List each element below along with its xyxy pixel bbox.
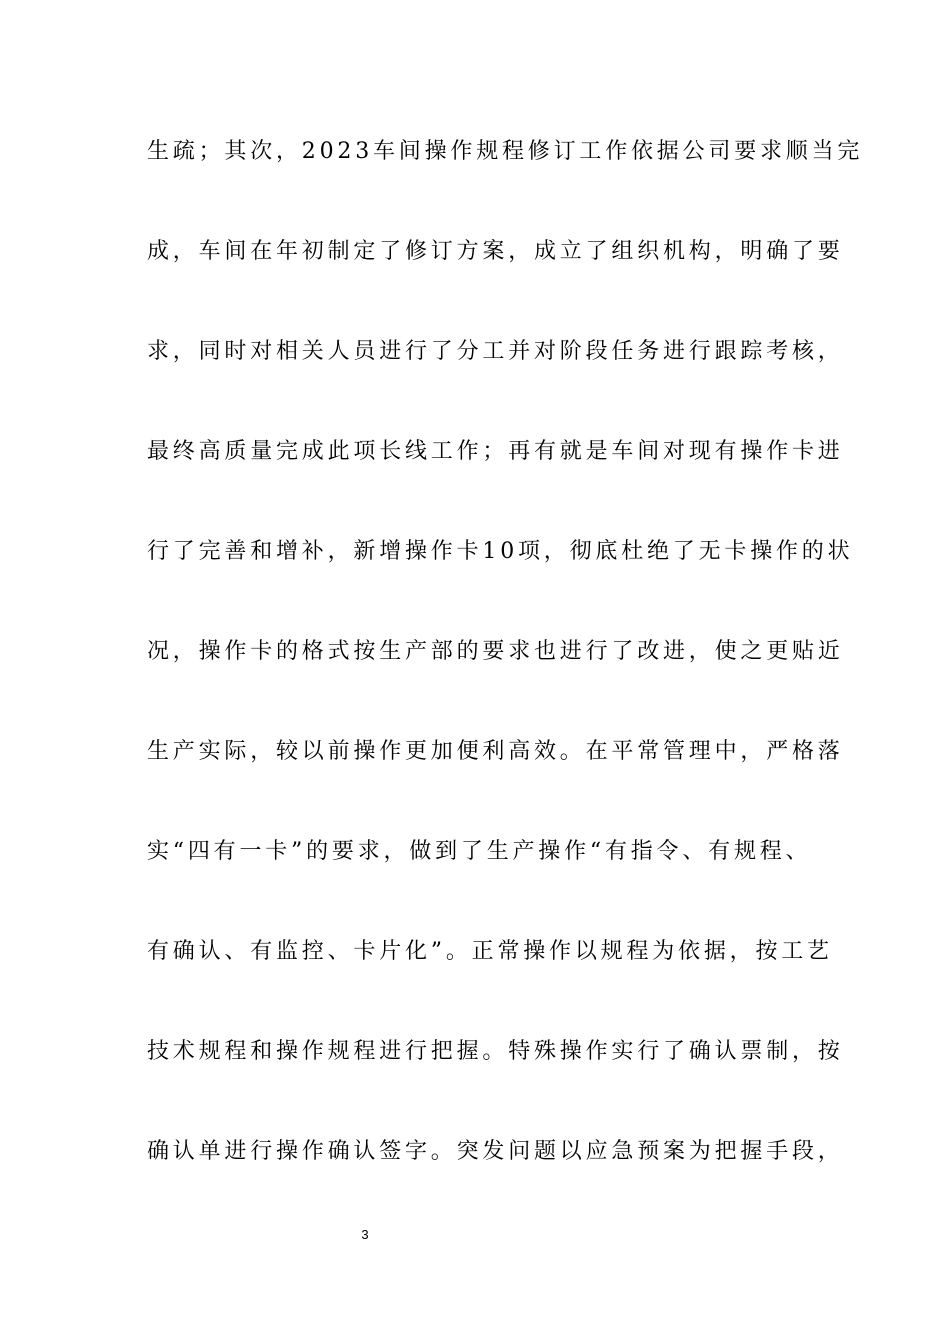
body-text bbox=[147, 128, 864, 1228]
text-line-2: 成，车间在年初制定了修订方案，成立了组织机构，明确了要 bbox=[147, 239, 844, 264]
page-number: 3 bbox=[361, 1227, 369, 1242]
text-line-8: 实“四有一卡”的要求，做到了生产操作“有指令、有规程、 bbox=[147, 839, 812, 864]
text-line-4: 最终高质量完成此项长线工作；再有就是车间对现有操作卡进 bbox=[147, 439, 844, 464]
text-line-1: 生疏；其次，2023车间操作规程修订工作依据公司要求顺当完 bbox=[147, 139, 864, 164]
text-line-9: 有确认、有监控、卡片化”。正常操作以规程为依据，按工艺 bbox=[147, 939, 833, 964]
text-line-7: 生产实际，较以前操作更加便利高效。在平常管理中，严格落 bbox=[147, 739, 844, 764]
text-line-10: 技术规程和操作规程进行把握。特殊操作实行了确认票制，按 bbox=[147, 1039, 844, 1064]
text-line-11: 确认单进行操作确认签字。突发问题以应急预案为把握手段， bbox=[147, 1139, 844, 1164]
text-line-6: 况，操作卡的格式按生产部的要求也进行了改进，使之更贴近 bbox=[147, 639, 844, 664]
text-line-3: 求，同时对相关人员进行了分工并对阶段任务进行跟踪考核， bbox=[147, 339, 844, 364]
text-line-5: 行了完善和增补，新增操作卡10项，彻底杜绝了无卡操作的状 bbox=[147, 539, 854, 564]
